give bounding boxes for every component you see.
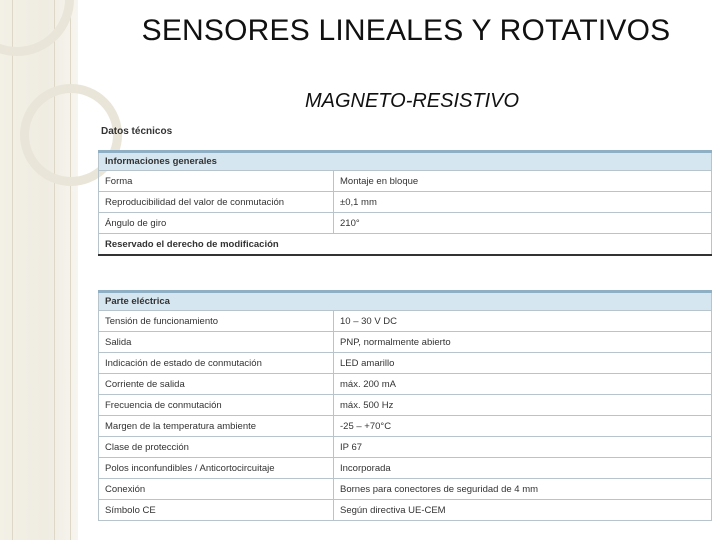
row-value: Según directiva UE-CEM xyxy=(334,500,712,521)
table-row xyxy=(99,500,712,521)
row-value: Incorporada xyxy=(334,458,712,479)
row-value: máx. 200 mA xyxy=(334,374,712,395)
table-row xyxy=(99,395,712,416)
row-value: 10 – 30 V DC xyxy=(334,311,712,332)
row-key: Símbolo CE xyxy=(99,500,334,521)
row-value: ±0,1 mm xyxy=(334,192,712,213)
row-key: Indicación de estado de conmutación xyxy=(99,353,334,374)
table-row xyxy=(99,416,712,437)
row-key: Clase de protección xyxy=(99,437,334,458)
table-footer: Reservado el derecho de modificación xyxy=(99,234,712,256)
decorative-line xyxy=(70,0,71,540)
row-key: Corriente de salida xyxy=(99,374,334,395)
row-value: IP 67 xyxy=(334,437,712,458)
table-row xyxy=(99,458,712,479)
row-value: Montaje en bloque xyxy=(334,171,712,192)
table-row xyxy=(99,437,712,458)
row-key: Conexión xyxy=(99,479,334,500)
row-key: Ángulo de giro xyxy=(99,213,334,234)
row-value: -25 – +70°C xyxy=(334,416,712,437)
row-value: PNP, normalmente abierto xyxy=(334,332,712,353)
row-value: máx. 500 Hz xyxy=(334,395,712,416)
table-row xyxy=(99,192,712,213)
table-row xyxy=(99,311,712,332)
table-row xyxy=(99,479,712,500)
general-info-table xyxy=(98,150,712,256)
row-value: Bornes para conectores de seguridad de 4 mm xyxy=(334,479,712,500)
table-row xyxy=(99,213,712,234)
electrical-table xyxy=(98,290,712,521)
table-header: Informaciones generales xyxy=(99,152,712,171)
row-key: Polos inconfundibles / Anticortocircuitaje xyxy=(99,458,334,479)
doc-heading: Datos técnicos xyxy=(101,126,173,137)
row-key: Frecuencia de conmutación xyxy=(99,395,334,416)
table-row xyxy=(99,332,712,353)
row-key: Margen de la temperatura ambiente xyxy=(99,416,334,437)
decorative-line xyxy=(54,0,55,540)
decorative-line xyxy=(12,0,13,540)
table-header: Parte eléctrica xyxy=(99,292,712,311)
page-subtitle: MAGNETO-RESISTIVO xyxy=(304,90,520,112)
page-title: SENSORES LINEALES Y ROTATIVOS xyxy=(141,14,671,47)
table-row xyxy=(99,374,712,395)
row-key: Salida xyxy=(99,332,334,353)
row-key: Reproducibilidad del valor de conmutación xyxy=(99,192,334,213)
table-row xyxy=(99,171,712,192)
row-key: Tensión de funcionamiento xyxy=(99,311,334,332)
row-value: LED amarillo xyxy=(334,353,712,374)
row-value: 210° xyxy=(334,213,712,234)
row-key: Forma xyxy=(99,171,334,192)
table-row xyxy=(99,353,712,374)
